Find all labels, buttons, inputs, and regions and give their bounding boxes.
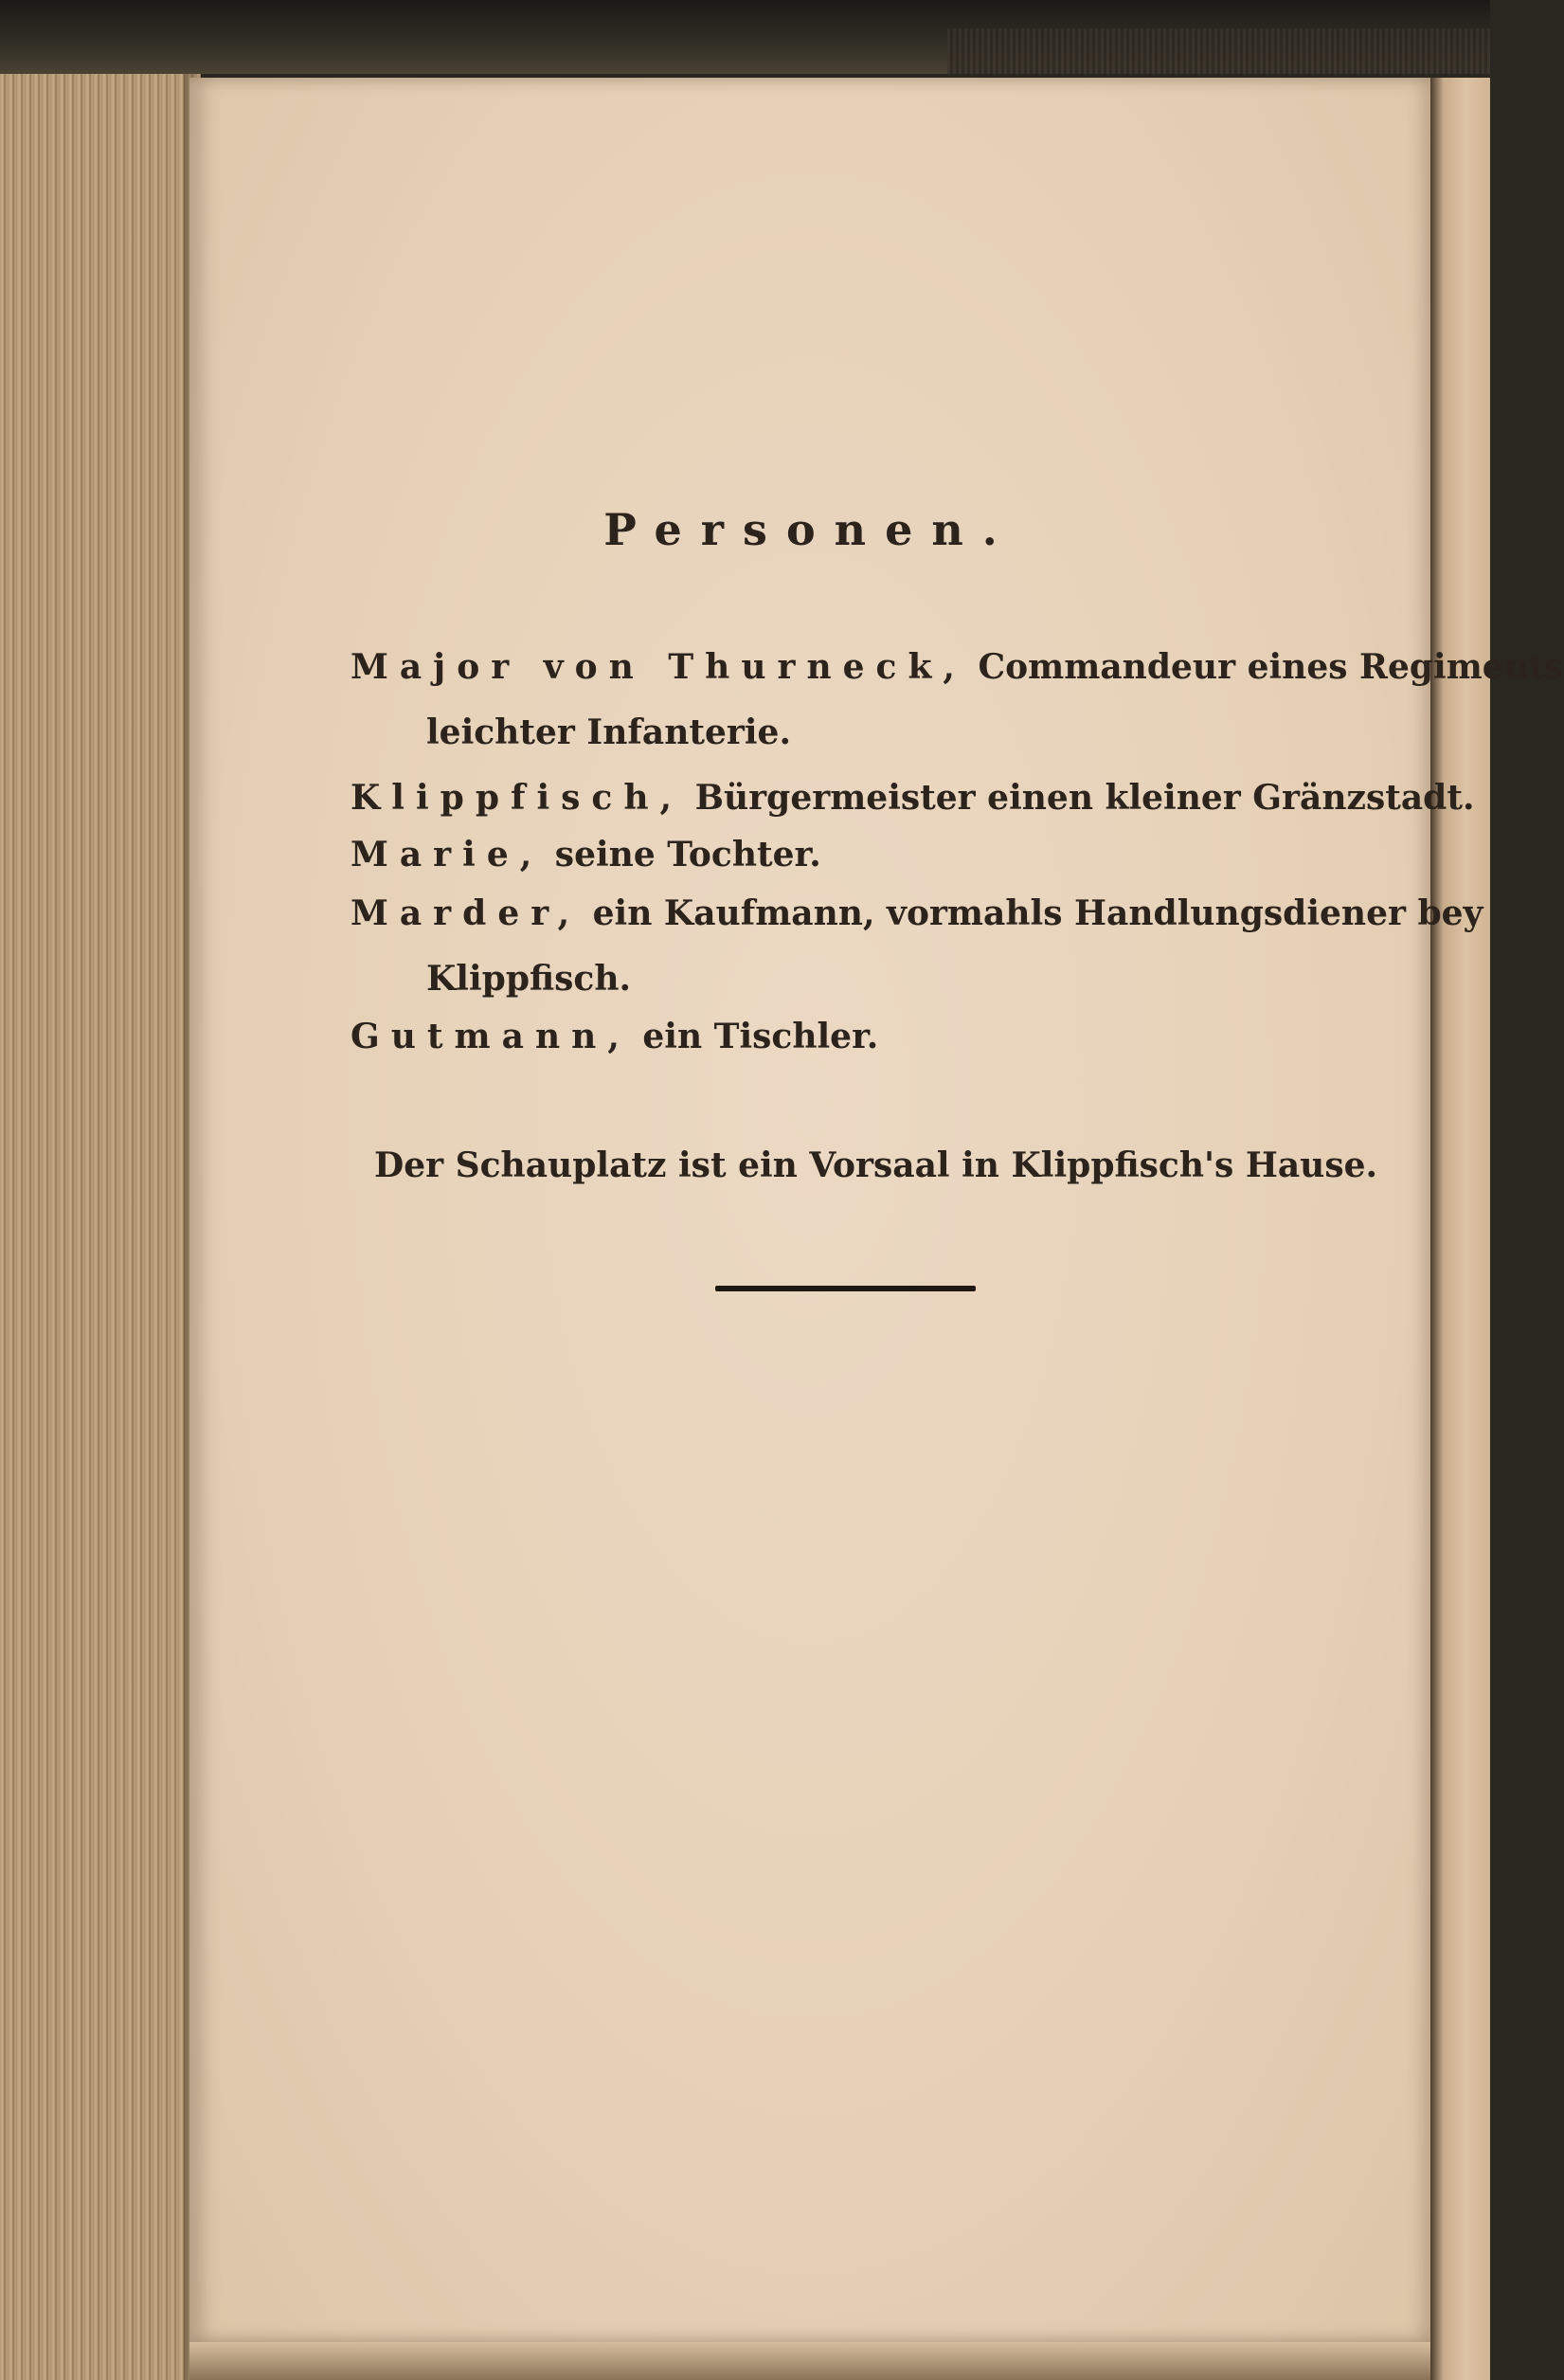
character-name: Gutmann, [351,1017,631,1056]
setting-line: Der Schauplatz ist ein Vorsaal in Klippfisch's Hause. [374,1145,1378,1185]
character-name: Marie, [351,835,544,874]
book-cover-edge [0,0,1490,74]
cover-cloth [947,28,1490,74]
character-name: Klippfisch, [351,778,684,818]
character-description: ein Tischler. [630,1017,879,1056]
character-entry-1 [351,644,1564,690]
page-bottom-edge [189,2342,1430,2380]
character-entry-2 [351,775,1475,820]
character-entry-1-cont: leichter Infanterie. [426,712,791,752]
character-description: ein Kaufmann, vormahls Handlungsdiener bey [581,893,1483,933]
character-entry-4 [351,891,1483,936]
section-divider-rule [715,1286,976,1291]
character-name: Marder, [351,893,582,933]
character-description: Bürgermeister einen kleiner Gränzstadt. [683,778,1475,818]
book-page [189,78,1564,2342]
character-description: seine Tochter. [543,835,821,874]
character-name: Major von Thurneck, [351,647,966,687]
page-stack-edges [0,74,201,2380]
character-entry-5 [351,1014,878,1059]
character-entry-3 [351,832,821,877]
character-entry-4-cont: Klippfisch. [426,959,632,999]
page-title: Personen. [603,504,1016,555]
character-description: Commandeur eines Regiments [965,647,1564,687]
facing-page-edge [1430,78,1490,2380]
